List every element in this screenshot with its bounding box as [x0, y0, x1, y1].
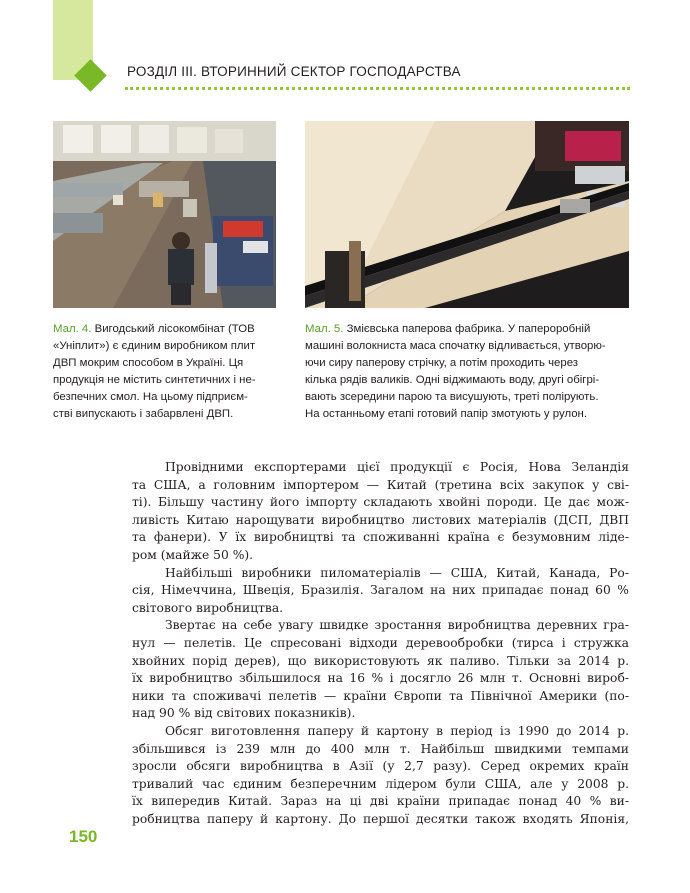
main-text	[132, 459, 629, 828]
paragraph: Провідними експортерами цієї продукції є Росія, Нова Зеландія та США, а головним імпортером — Китай (третина всіх закупок у сві- ті). Більшу частину його імпорту складають хвойні породи. Це дає мож- ливість Китаю нарощувати виробництво листових матеріалів (ДСП, ДВП та фанери). У їх виробництві та споживанні країна є безумовним ліде- ром (майже 50 %).	[132, 460, 629, 562]
figure-5-photo	[305, 121, 629, 308]
paragraph: Найбільші виробники пиломатеріалів — США, Китай, Канада, Ро- сія, Німеччина, Швеція, Бразилія. Загалом на них припадає понад 60 % світового виробництва.	[132, 565, 629, 615]
figure-4-label: Мал. 4.	[53, 323, 92, 335]
figure-5-label: Мал. 5.	[305, 323, 344, 335]
paragraph: Обсяг виготовлення паперу й картону в період із 1990 до 2014 р. збільшився із 239 млн до 400 млн т. Найбільш швидкими темпами зросли обсяги виробництва в Азії (у 2,7 разу). Серед окремих країн тривалий час єдиним безперечним лідером були США, але у 2008 р. їх випередив Китай. Зараз на ці дві країни припадає понад 40 % ви- робництва паперу й картону. До першої десятки також входять Японія,	[132, 723, 629, 826]
section-title: РОЗДІЛ ІІІ. ВТОРИННИЙ СЕКТОР ГОСПОДАРСТВА	[127, 64, 461, 79]
figure-5-caption: Мал. 5. Змієвська паперова фабрика. У папероробній машині волокниста маса спочатку відливається, утворю- ючи сиру паперову стрічку, а потім проходить через кілька рядів валиків. Одні віджимають воду, другі обігрі- вають зсередини парою та висушують, треті полірують. На останньому етапі готовий папір змотують у рулон.	[305, 323, 606, 420]
figure-4-photo	[53, 121, 276, 308]
paragraph: Звертає на себе увагу швидке зростання виробництва деревних гра- нул — пелетів. Це спресовані відходи деревообробки (тирса і стружка хвойних порід дерев), що використовують як паливо. Тільки за 2014 р. їх виробництво збільшилося на 16 % і досягло 26 млн т. Основні вироб- ники та споживачі пелетів — країни Європи та Північної Америки (по- над 90 % від світових показників).	[132, 618, 629, 721]
page-number: 150	[69, 827, 98, 846]
header-divider	[125, 87, 630, 90]
figure-4-caption: Мал. 4. Вигодський лісокомбінат (ТОВ «Уніплит») є єдиним виробником плит ДВП мокрим способом в Україні. Ця продукція не містить синтетичних і не- безпечних смол. На цьому підприєм- стві випускають і забарвлені ДВП.	[53, 323, 256, 420]
